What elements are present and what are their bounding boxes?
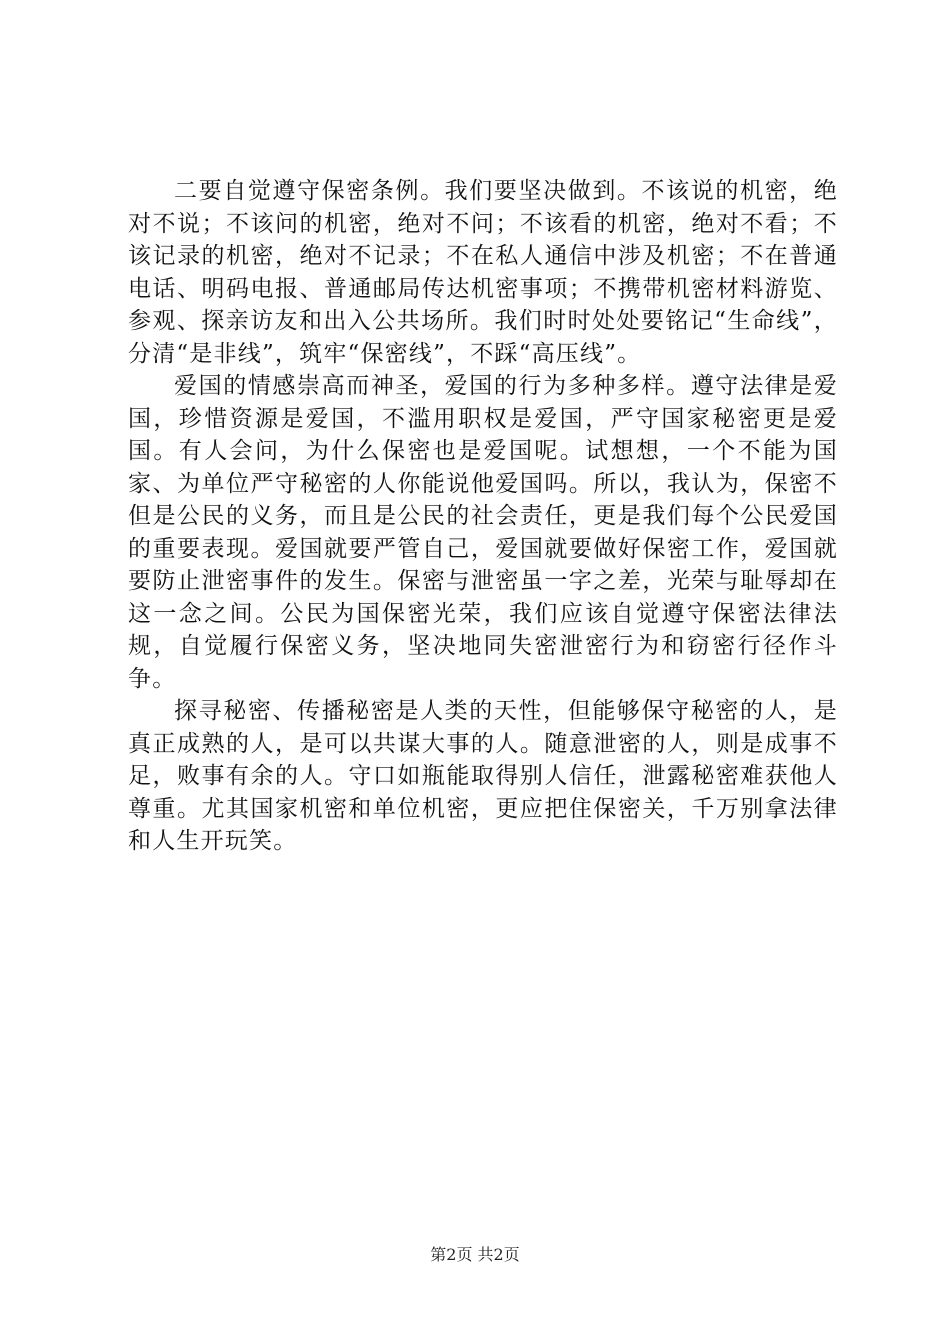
- paragraph-1: 二要自觉遵守保密条例。我们要坚决做到。不该说的机密，绝对不说；不该问的机密，绝对不问；不该看的机密，绝对不看；不该记录的机密，绝对不记录；不在私人通信中涉及机密；不在普通电话、明码电报、普通邮局传达机密事项；不携带机密材料游览、参观、探亲访友和出入公共场所。我们时时处处要铭记“生命线”，分清“是非线”，筑牢“保密线”，不踩“高压线”。: [128, 178, 838, 367]
- page-footer: 第2页 共2页: [430, 1245, 520, 1264]
- document-body: [128, 175, 838, 858]
- paragraph-3: 探寻秘密、传播秘密是人类的天性，但能够保守秘密的人，是真正成熟的人，是可以共谋大事的人。随意泄密的人，则是成事不足，败事有余的人。守口如瓶能取得别人信任，泄露秘密难获他人尊重。尤其国家机密和单位机密，更应把住保密关，千万别拿法律和人生开玩笑。: [128, 698, 838, 854]
- paragraph-2: 爱国的情感崇高而神圣，爱国的行为多种多样。遵守法律是爱国，珍惜资源是爱国，不滥用职权是爱国，严守国家秘密更是爱国。有人会问，为什么保密也是爱国呢。试想想，一个不能为国家、为单位严守秘密的人你能说他爱国吗。所以，我认为，保密不但是公民的义务，而且是公民的社会责任，更是我们每个公民爱国的重要表现。爱国就要严管自己，爱国就要做好保密工作，爱国就要防止泄密事件的发生。保密与泄密虽一字之差，光荣与耻辱却在这一念之间。公民为国保密光荣，我们应该自觉遵守保密法律法规，自觉履行保密义务，坚决地同失密泄密行为和窃密行径作斗争。: [128, 373, 838, 692]
